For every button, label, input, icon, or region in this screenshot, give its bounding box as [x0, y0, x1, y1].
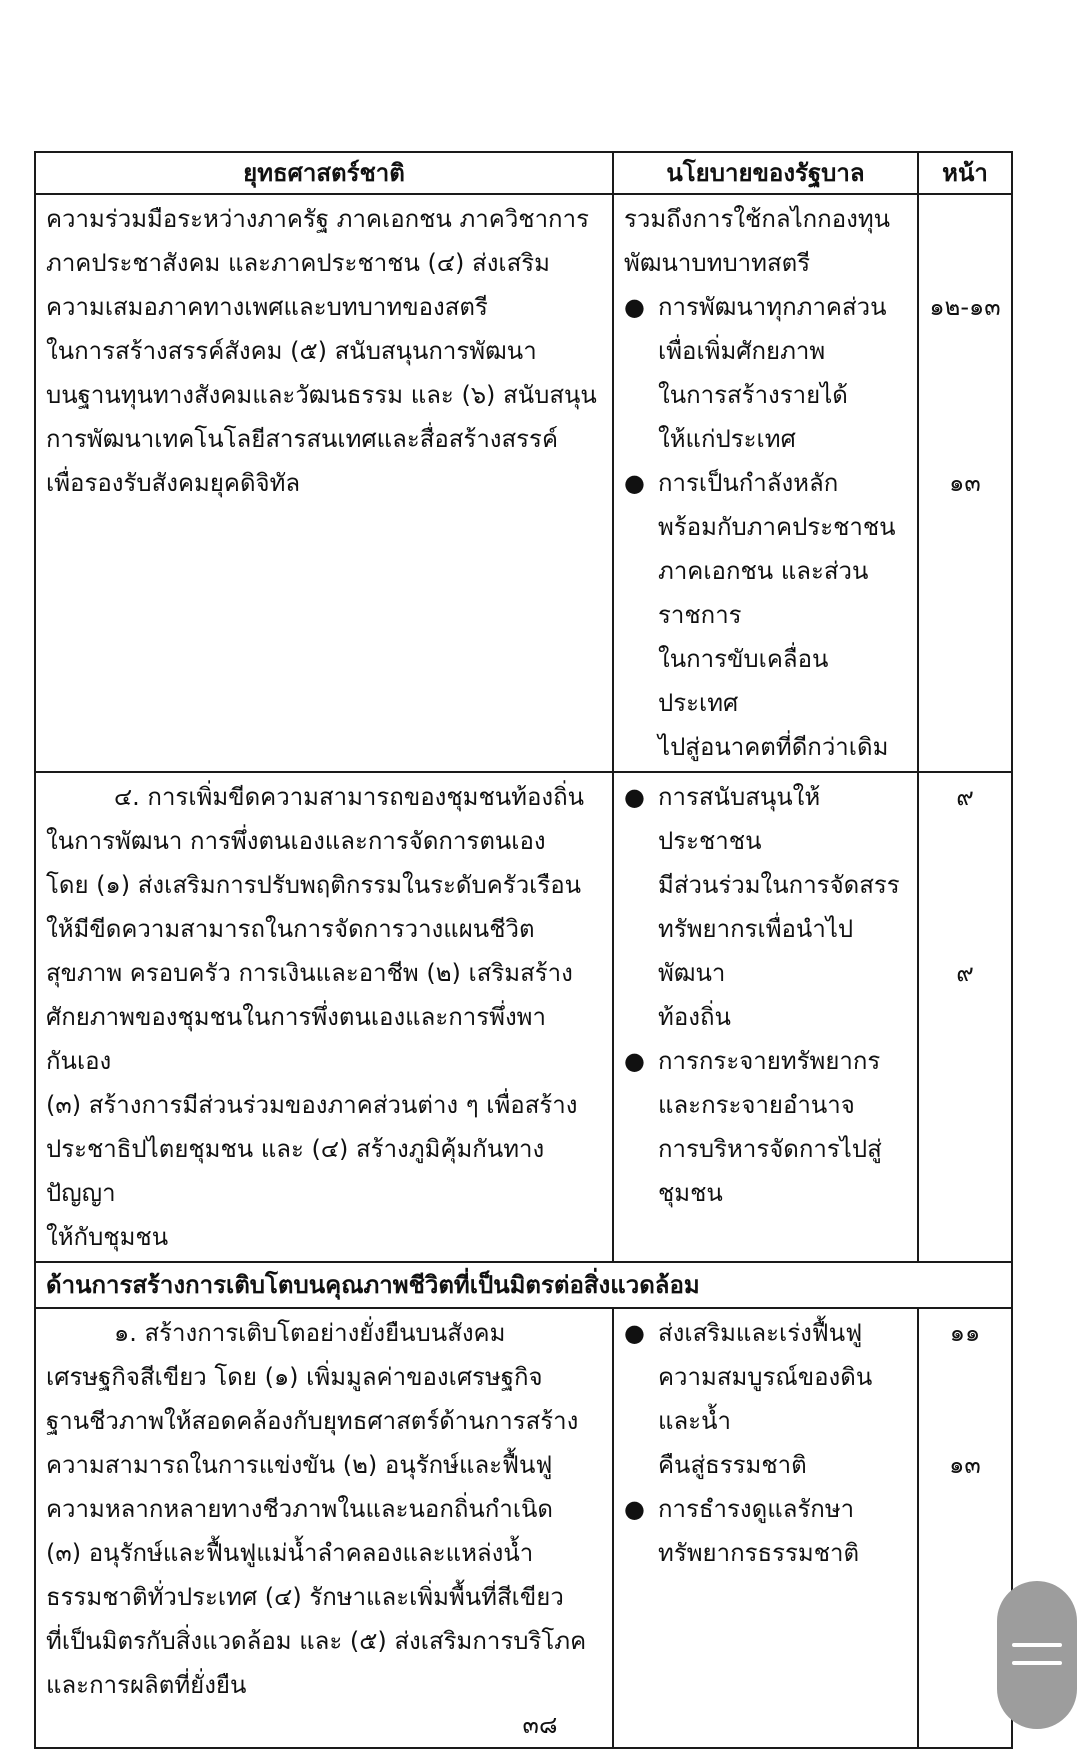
policy-line: การพัฒนาทุกภาคส่วน: [658, 293, 887, 321]
page-cell: [918, 772, 1012, 1262]
policy-line: การสนับสนุนให้ประชาชน: [658, 783, 821, 855]
section-heading: ด้านการสร้างการเติบโตบนคุณภาพชีวิตที่เป็นมิตรต่อสิ่งแวดล้อม: [35, 1262, 1012, 1308]
page-ref: ๑๑: [949, 1319, 981, 1347]
policy-bullet: [624, 1311, 907, 1487]
strategy-cell: [35, 772, 613, 1262]
policy-line: ในการสร้างรายได้: [658, 381, 848, 409]
strategy-line: ความสามารถในการแข่งขัน (๒) อนุรักษ์และฟื้นฟู: [46, 1451, 553, 1479]
bullet-icon: ●: [624, 1047, 645, 1075]
strategy-line: ให้กับชุมชน: [46, 1223, 169, 1251]
bullet-icon: ●: [624, 1319, 645, 1347]
policy-line: ไปสู่อนาคตที่ดีกว่าเดิม: [658, 733, 889, 761]
table-row: [35, 772, 1012, 1262]
policy-line: พัฒนาบทบาทสตรี: [624, 249, 811, 277]
strategy-cell: [35, 194, 613, 772]
strategy-line: ในการพัฒนา การพึ่งตนเองและการจัดการตนเอง: [46, 827, 546, 855]
header-policy: นโยบายของรัฐบาล: [613, 152, 918, 194]
bullet-icon: ●: [624, 783, 645, 811]
page-cell: [918, 194, 1012, 772]
strategy-line: การพัฒนาเทคโนโลยีสารสนเทศและสื่อสร้างสรรค์: [46, 425, 558, 453]
page-ref: ๑๓: [949, 1451, 981, 1479]
policy-line: พร้อมกับภาคประชาชน: [658, 513, 896, 541]
policy-bullet: [624, 1487, 907, 1575]
strategy-line: ให้มีขีดความสามารถในการจัดการวางแผนชีวิต: [46, 915, 535, 943]
strategy-line: ที่เป็นมิตรกับสิ่งแวดล้อม และ (๕) ส่งเสริมการบริโภค: [46, 1627, 587, 1655]
strategy-line: ภาคประชาสังคม และภาคประชาชน (๔) ส่งเสริม: [46, 249, 550, 277]
page-number: ๓๘: [522, 1711, 558, 1739]
strategy-line: และการผลิตที่ยั่งยืน: [46, 1671, 247, 1699]
policy-line: การบริหารจัดการไปสู่ชุมชน: [658, 1135, 882, 1207]
table-row: [35, 194, 1012, 772]
strategy-line: ความหลากหลายทางชีวภาพในและนอกถิ่นกำเนิด: [46, 1495, 554, 1523]
strategy-line: ความเสมอภาคทางเพศและบทบาทของสตรี: [46, 293, 488, 321]
strategy-line: เพื่อรองรับสังคมยุคดิจิทัล: [46, 469, 301, 497]
strategy-line: (๓) อนุรักษ์และฟื้นฟูแม่น้ำลำคลองและแหล่งน้ำ: [46, 1539, 534, 1567]
policy-line: ความสมบูรณ์ของดินและน้ำ: [658, 1363, 873, 1435]
strategy-line: ความร่วมมือระหว่างภาครัฐ ภาคเอกชน ภาควิชาการ: [46, 205, 589, 233]
header-strategy: ยุทธศาสตร์ชาติ: [35, 152, 613, 194]
policy-line: รวมถึงการใช้กลไกกองทุน: [624, 205, 891, 233]
page-ref: ๑๓: [949, 469, 981, 497]
policy-cell: [613, 772, 918, 1262]
strategy-line: ในการสร้างสรรค์สังคม (๕) สนับสนุนการพัฒนา: [46, 337, 537, 365]
policy-line: และกระจายอำนาจ: [658, 1091, 855, 1119]
strategy-cell: [35, 1308, 613, 1748]
policy-line: ให้แก่ประเทศ: [658, 425, 796, 453]
policy-line: คืนสู่ธรรมชาติ: [658, 1451, 807, 1479]
strategy-line: ธรรมชาติทั่วประเทศ (๔) รักษาและเพิ่มพื้นที่สีเขียว: [46, 1583, 564, 1611]
strategy-line: ฐานชีวภาพให้สอดคล้องกับยุทธศาสตร์ด้านการสร้าง: [46, 1407, 579, 1435]
strategy-line: โดย (๑) ส่งเสริมการปรับพฤติกรรมในระดับครัวเรือน: [46, 871, 582, 899]
policy-line: การธำรงดูแลรักษา: [658, 1495, 855, 1523]
strategy-line: บนฐานทุนทางสังคมและวัฒนธรรม และ (๖) สนับสนุน: [46, 381, 597, 409]
policy-line: ทรัพยากรเพื่อนำไปพัฒนา: [658, 915, 854, 987]
bullet-icon: ●: [624, 1495, 645, 1523]
policy-line: มีส่วนร่วมในการจัดสรร: [658, 871, 900, 899]
policy-line: ภาคเอกชน และส่วนราชการ: [658, 557, 869, 629]
page-ref: ๑๒-๑๓: [929, 293, 1001, 321]
strategy-line: สุขภาพ ครอบครัว การเงินและอาชีพ (๒) เสริมสร้าง: [46, 959, 573, 987]
strategy-line: ๑. สร้างการเติบโตอย่างยั่งยืนบนสังคม: [114, 1319, 506, 1347]
policy-cell: [613, 1308, 918, 1748]
page-ref: ๙: [956, 959, 974, 987]
section-row: [35, 1262, 1012, 1308]
bullet-icon: ●: [624, 469, 645, 497]
policy-cell: [613, 194, 918, 772]
policy-line: ทรัพยากรธรรมชาติ: [658, 1539, 860, 1567]
table-row: [35, 1308, 1012, 1748]
policy-line: ท้องถิ่น: [658, 1003, 731, 1031]
policy-bullet: [624, 285, 907, 461]
policy-bullet: [624, 461, 907, 769]
strategy-policy-table: [34, 151, 1013, 1749]
handle-line-icon: [1012, 1643, 1062, 1647]
policy-line: ในการขับเคลื่อนประเทศ: [658, 645, 829, 717]
strategy-line: เศรษฐกิจสีเขียว โดย (๑) เพิ่มมูลค่าของเศรษฐกิจ: [46, 1363, 543, 1391]
handle-line-icon: [1012, 1661, 1062, 1665]
header-page: หน้า: [918, 152, 1012, 194]
strategy-line: ๔. การเพิ่มขีดความสามารถของชุมชนท้องถิ่น: [114, 783, 585, 811]
policy-bullet: [624, 1039, 907, 1215]
page-ref: ๙: [956, 783, 974, 811]
policy-line: ส่งเสริมและเร่งฟื้นฟู: [658, 1319, 863, 1347]
policy-line: การกระจายทรัพยากร: [658, 1047, 881, 1075]
policy-line: เพื่อเพิ่มศักยภาพ: [658, 337, 826, 365]
strategy-line: (๓) สร้างการมีส่วนร่วมของภาคส่วนต่าง ๆ เพื่อสร้าง: [46, 1091, 578, 1119]
policy-bullet: [624, 775, 907, 1039]
bullet-icon: ●: [624, 293, 645, 321]
table-header-row: [35, 152, 1012, 194]
policy-line: การเป็นกำลังหลัก: [658, 469, 839, 497]
strategy-line: ประชาธิปไตยชุมชน และ (๔) สร้างภูมิคุ้มกันทางปัญญา: [46, 1135, 545, 1207]
strategy-line: ศักยภาพของชุมชนในการพึ่งตนเองและการพึ่งพากันเอง: [46, 1003, 546, 1075]
